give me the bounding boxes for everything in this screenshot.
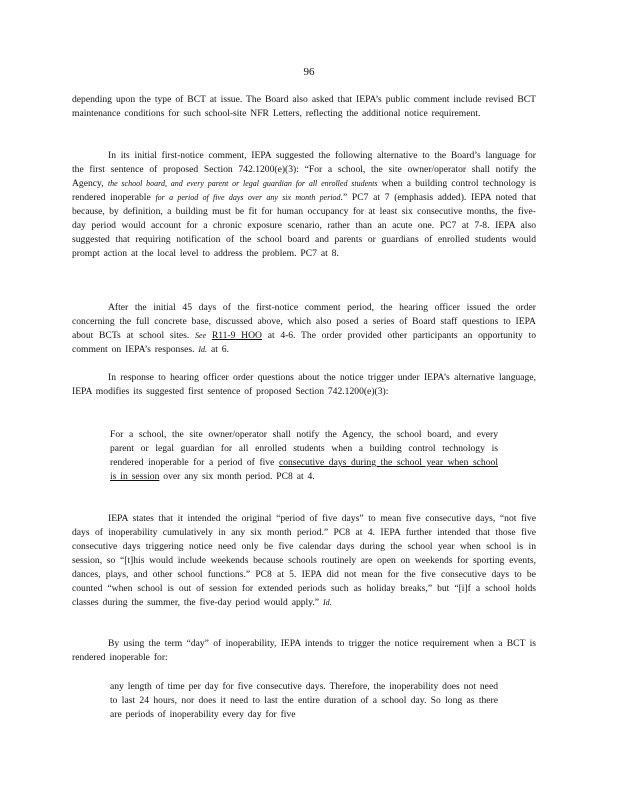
paragraph-3-reference: R11-9 HOO [211, 330, 262, 341]
paragraph-4-text: In response to hearing officer order questions about the notice trigger under IEPA’s alternative language, IEPA modifies its suggested first sentence of proposed Section 742.1200(e)(3): [72, 372, 536, 397]
block-quote-2 [110, 680, 498, 722]
paragraph-3-text-a: After the initial 45 days of the first-notice comment period, the hearing officer issued the order concerning the full concrete base, discussed above, which also posed a series of Board staff questions to IEPA about BCTs at school sites. [72, 302, 536, 341]
block-quote-1-underlined: consecutive days during the school year when school is in session [110, 457, 498, 482]
paragraph-4 [72, 371, 536, 399]
paragraph-2-text-a: In its initial first-notice comment, IEPA suggested the following alternative to the Board’s language for the first sentence of proposed Section 742.1200(e)(3): “For a school, the site owner/operator shall notify the Agency, [72, 150, 536, 189]
paragraph-5-id: Id. [322, 598, 332, 607]
paragraph-3-text-b: at 4-6. The order provided other participants an opportunity to comment on IEPA’s responses. [72, 330, 537, 355]
page-number: 96 [303, 66, 315, 78]
paragraph-1 [72, 93, 536, 121]
paragraph-6-text: By using the term “day” of inoperability, IEPA intends to trigger the notice requirement when a BCT is rendered inoperable for: [72, 638, 536, 663]
block-quote-1 [110, 428, 498, 484]
paragraph-2-text-c: when a building control technology is rendered inoperable [72, 178, 536, 203]
paragraph-2 [72, 149, 536, 261]
block-quote-2-text: any length of time per day for five consecutive days. Therefore, the inoperability does not need to last 24 hours, nor does it need to last the entire duration of a school day. So long as there are periods of inoperability every day for five [110, 681, 498, 720]
paragraph-3-see: See [195, 331, 207, 340]
paragraph-5-text: IEPA states that it intended the original “period of five days” to mean five consecutive days, “not five days of inoperability cumulatively in any six month period.” PC8 at 4. IEPA further intended that those five consecutive days triggering notice need only be five calendar days during the school year when school is in session, so “[t]his would include weekends because schools routinely are open on weekends for sporting events, dances, plays, and other school functions.” PC8 at 5. IEPA did not mean for the five consecutive days to be counted “when school is out of session for extended periods such as holiday breaks,” but “[i]f a school holds classes during the summer, the five-day period would apply.” [72, 513, 536, 608]
paragraph-1-text: depending upon the type of BCT at issue. The Board also asked that IEPA’s public comment include revised BCT maintenance conditions for such school-site NFR Letters, reflecting the additional notice requirement. [72, 94, 536, 119]
paragraph-3 [72, 301, 536, 357]
paragraph-5 [72, 512, 536, 610]
paragraph-2-emphasis-1: the school board, and every parent or legal guardian for all enrolled students [107, 179, 378, 188]
paragraph-3-id: Id. [198, 345, 208, 354]
paragraph-2-emphasis-2: for a period of five days over any six month period [155, 193, 341, 202]
paragraph-6 [72, 637, 536, 665]
block-quote-1-text-a: For a school, the site owner/operator shall notify the Agency, the school board, and every parent or legal guardian for all enrolled students when a building control technology is rendered inoperable for a period of five [110, 429, 498, 468]
paragraph-2-text-e: .” PC7 at 7 (emphasis added). IEPA noted that because, by definition, a building must be fit for human occupancy for at least six consecutive months, the five-day period would account for a chronic exposure scenario, rather than an acute one. PC7 at 7-8. IEPA also suggested that requiring notification of the school board and parents or guardians of enrolled students would prompt action at the local level to address the problem. PC7 at 8. [72, 192, 536, 259]
paragraph-3-text-c: at 6. [210, 344, 229, 355]
block-quote-1-text-b: over any six month period. PC8 at 4. [163, 471, 315, 482]
